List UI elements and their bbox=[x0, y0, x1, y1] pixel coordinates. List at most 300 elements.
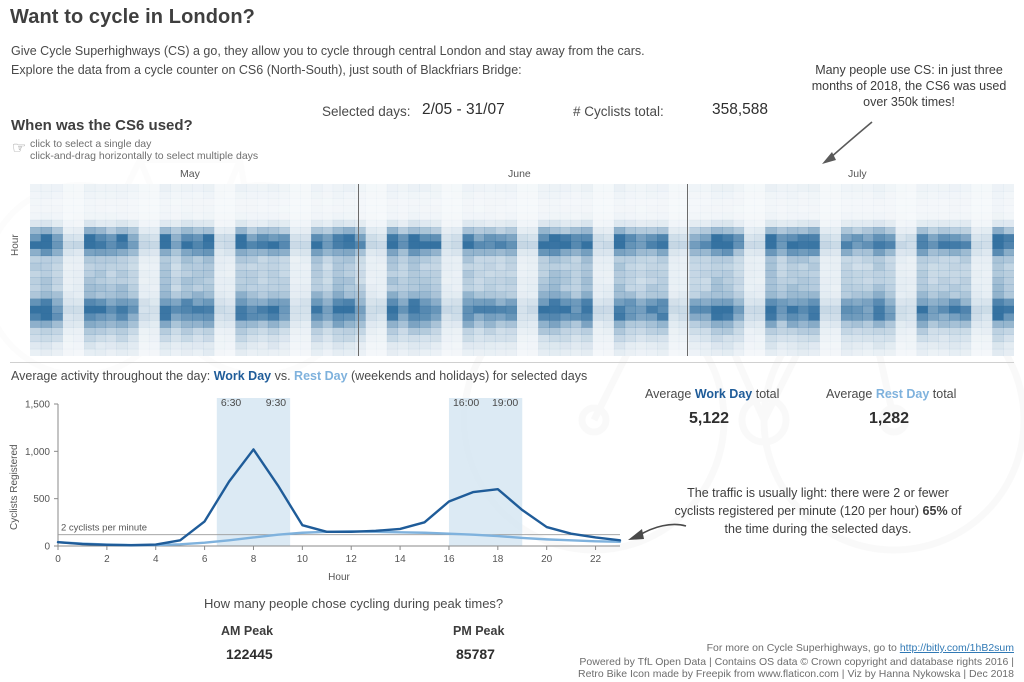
heatmap-cell[interactable] bbox=[495, 191, 506, 199]
heatmap-cell[interactable] bbox=[873, 284, 884, 292]
heatmap-cell[interactable] bbox=[300, 184, 311, 192]
heatmap-cell[interactable] bbox=[971, 206, 982, 214]
heatmap-cell[interactable] bbox=[960, 313, 971, 321]
heatmap-cell[interactable] bbox=[960, 234, 971, 242]
heatmap-cell[interactable] bbox=[171, 270, 182, 278]
heatmap-cell[interactable] bbox=[592, 349, 603, 356]
heatmap-cell[interactable] bbox=[549, 249, 560, 257]
heatmap-cell[interactable] bbox=[484, 241, 495, 249]
heatmap-cell[interactable] bbox=[754, 270, 765, 278]
heatmap-cell[interactable] bbox=[895, 227, 906, 235]
heatmap-cell[interactable] bbox=[430, 256, 441, 264]
heatmap-cell[interactable] bbox=[560, 327, 571, 335]
heatmap-cell[interactable] bbox=[376, 241, 387, 249]
heatmap-cell[interactable] bbox=[1003, 220, 1014, 228]
heatmap-cell[interactable] bbox=[300, 227, 311, 235]
heatmap-cell[interactable] bbox=[636, 241, 647, 249]
heatmap-cell[interactable] bbox=[646, 256, 657, 264]
heatmap-cell[interactable] bbox=[841, 349, 852, 356]
heatmap-cell[interactable] bbox=[614, 327, 625, 335]
heatmap-cell[interactable] bbox=[560, 241, 571, 249]
heatmap-cell[interactable] bbox=[830, 198, 841, 206]
heatmap-cell[interactable] bbox=[203, 313, 214, 321]
heatmap-cell[interactable] bbox=[430, 335, 441, 343]
heatmap-cell[interactable] bbox=[982, 327, 993, 335]
heatmap-cell[interactable] bbox=[398, 234, 409, 242]
heatmap-cell[interactable] bbox=[776, 313, 787, 321]
heatmap-cell[interactable] bbox=[246, 270, 257, 278]
heatmap-cell[interactable] bbox=[560, 198, 571, 206]
heatmap-cell[interactable] bbox=[517, 327, 528, 335]
heatmap-cell[interactable] bbox=[506, 191, 517, 199]
heatmap-cell[interactable] bbox=[160, 263, 171, 271]
heatmap-cell[interactable] bbox=[452, 320, 463, 328]
heatmap-cell[interactable] bbox=[73, 184, 84, 192]
heatmap-cell[interactable] bbox=[41, 184, 52, 192]
heatmap-cell[interactable] bbox=[852, 213, 863, 221]
heatmap-cell[interactable] bbox=[214, 349, 225, 356]
heatmap-cell[interactable] bbox=[884, 349, 895, 356]
heatmap-cell[interactable] bbox=[30, 292, 41, 300]
heatmap-cell[interactable] bbox=[733, 270, 744, 278]
heatmap-cell[interactable] bbox=[171, 184, 182, 192]
heatmap-cell[interactable] bbox=[560, 299, 571, 307]
heatmap-cell[interactable] bbox=[927, 263, 938, 271]
heatmap-cell[interactable] bbox=[592, 335, 603, 343]
heatmap-cell[interactable] bbox=[819, 292, 830, 300]
heatmap-cell[interactable] bbox=[354, 241, 365, 249]
heatmap-cell[interactable] bbox=[592, 198, 603, 206]
heatmap-cell[interactable] bbox=[484, 292, 495, 300]
heatmap-cell[interactable] bbox=[527, 349, 538, 356]
heatmap-cell[interactable] bbox=[333, 227, 344, 235]
heatmap-cell[interactable] bbox=[657, 313, 668, 321]
heatmap-cell[interactable] bbox=[117, 277, 128, 285]
heatmap-cell[interactable] bbox=[160, 313, 171, 321]
heatmap-cell[interactable] bbox=[657, 320, 668, 328]
heatmap-cell[interactable] bbox=[181, 220, 192, 228]
heatmap-cell[interactable] bbox=[700, 342, 711, 350]
heatmap-cell[interactable] bbox=[246, 191, 257, 199]
heatmap-cell[interactable] bbox=[830, 234, 841, 242]
heatmap-cell[interactable] bbox=[365, 263, 376, 271]
heatmap-cell[interactable] bbox=[430, 191, 441, 199]
heatmap-cell[interactable] bbox=[809, 220, 820, 228]
heatmap-cell[interactable] bbox=[235, 277, 246, 285]
heatmap-cell[interactable] bbox=[41, 198, 52, 206]
heatmap-cell[interactable] bbox=[41, 241, 52, 249]
heatmap-cell[interactable] bbox=[41, 277, 52, 285]
heatmap-cell[interactable] bbox=[30, 342, 41, 350]
heatmap-cell[interactable] bbox=[690, 213, 701, 221]
heatmap-cell[interactable] bbox=[603, 349, 614, 356]
heatmap-cell[interactable] bbox=[117, 191, 128, 199]
heatmap-cell[interactable] bbox=[614, 277, 625, 285]
heatmap-cell[interactable] bbox=[787, 335, 798, 343]
heatmap-cell[interactable] bbox=[841, 277, 852, 285]
heatmap-cell[interactable] bbox=[949, 306, 960, 314]
heatmap-cell[interactable] bbox=[668, 277, 679, 285]
heatmap-cell[interactable] bbox=[938, 335, 949, 343]
heatmap-cell[interactable] bbox=[787, 249, 798, 257]
heatmap-cell[interactable] bbox=[863, 277, 874, 285]
heatmap-cell[interactable] bbox=[127, 191, 138, 199]
heatmap-cell[interactable] bbox=[376, 220, 387, 228]
heatmap-cell[interactable] bbox=[744, 234, 755, 242]
heatmap-cell[interactable] bbox=[668, 198, 679, 206]
heatmap-cell[interactable] bbox=[333, 313, 344, 321]
heatmap-cell[interactable] bbox=[906, 198, 917, 206]
heatmap-cell[interactable] bbox=[549, 335, 560, 343]
heatmap-cell[interactable] bbox=[560, 277, 571, 285]
heatmap-cell[interactable] bbox=[246, 277, 257, 285]
heatmap-cell[interactable] bbox=[365, 284, 376, 292]
heatmap-cell[interactable] bbox=[160, 227, 171, 235]
heatmap-cell[interactable] bbox=[841, 184, 852, 192]
heatmap-cell[interactable] bbox=[841, 249, 852, 257]
heatmap-cell[interactable] bbox=[733, 277, 744, 285]
heatmap-cell[interactable] bbox=[992, 220, 1003, 228]
heatmap-cell[interactable] bbox=[787, 284, 798, 292]
heatmap-cell[interactable] bbox=[592, 213, 603, 221]
heatmap-cell[interactable] bbox=[181, 277, 192, 285]
heatmap-cell[interactable] bbox=[30, 263, 41, 271]
heatmap-cell[interactable] bbox=[311, 249, 322, 257]
heatmap-cell[interactable] bbox=[214, 327, 225, 335]
heatmap-cell[interactable] bbox=[506, 327, 517, 335]
heatmap-cell[interactable] bbox=[311, 213, 322, 221]
heatmap-cell[interactable] bbox=[971, 284, 982, 292]
heatmap-cell[interactable] bbox=[722, 277, 733, 285]
heatmap-cell[interactable] bbox=[257, 213, 268, 221]
heatmap-cell[interactable] bbox=[171, 220, 182, 228]
heatmap-cell[interactable] bbox=[452, 213, 463, 221]
heatmap-cell[interactable] bbox=[257, 327, 268, 335]
heatmap-cell[interactable] bbox=[754, 320, 765, 328]
heatmap-cell[interactable] bbox=[398, 206, 409, 214]
heatmap-cell[interactable] bbox=[257, 198, 268, 206]
heatmap-cell[interactable] bbox=[149, 198, 160, 206]
heatmap-cell[interactable] bbox=[830, 263, 841, 271]
heatmap-cell[interactable] bbox=[430, 270, 441, 278]
heatmap-cell[interactable] bbox=[235, 335, 246, 343]
heatmap-cell[interactable] bbox=[884, 184, 895, 192]
heatmap-cell[interactable] bbox=[149, 241, 160, 249]
heatmap-cell[interactable] bbox=[603, 320, 614, 328]
heatmap-cell[interactable] bbox=[344, 335, 355, 343]
heatmap-cell[interactable] bbox=[581, 270, 592, 278]
heatmap-cell[interactable] bbox=[344, 349, 355, 356]
heatmap-cell[interactable] bbox=[938, 249, 949, 257]
heatmap-cell[interactable] bbox=[1003, 206, 1014, 214]
heatmap-cell[interactable] bbox=[387, 220, 398, 228]
heatmap-cell[interactable] bbox=[41, 292, 52, 300]
heatmap-cell[interactable] bbox=[884, 206, 895, 214]
heatmap-cell[interactable] bbox=[863, 198, 874, 206]
heatmap-cell[interactable] bbox=[257, 342, 268, 350]
heatmap-cell[interactable] bbox=[52, 227, 63, 235]
heatmap-cell[interactable] bbox=[235, 234, 246, 242]
heatmap-cell[interactable] bbox=[538, 292, 549, 300]
heatmap-cell[interactable] bbox=[322, 184, 333, 192]
heatmap-cell[interactable] bbox=[268, 342, 279, 350]
heatmap-cell[interactable] bbox=[527, 270, 538, 278]
heatmap-cell[interactable] bbox=[863, 206, 874, 214]
heatmap-cell[interactable] bbox=[614, 249, 625, 257]
heatmap-cell[interactable] bbox=[214, 227, 225, 235]
heatmap-cell[interactable] bbox=[419, 299, 430, 307]
heatmap-cell[interactable] bbox=[311, 284, 322, 292]
heatmap-cell[interactable] bbox=[614, 299, 625, 307]
heatmap-cell[interactable] bbox=[690, 256, 701, 264]
heatmap-cell[interactable] bbox=[873, 335, 884, 343]
heatmap-cell[interactable] bbox=[873, 256, 884, 264]
heatmap-cell[interactable] bbox=[52, 213, 63, 221]
heatmap-cell[interactable] bbox=[311, 206, 322, 214]
heatmap-cell[interactable] bbox=[376, 249, 387, 257]
heatmap-cell[interactable] bbox=[592, 234, 603, 242]
heatmap-cell[interactable] bbox=[344, 299, 355, 307]
heatmap-cell[interactable] bbox=[971, 198, 982, 206]
heatmap-cell[interactable] bbox=[830, 256, 841, 264]
heatmap-cell[interactable] bbox=[290, 227, 301, 235]
heatmap-cell[interactable] bbox=[52, 249, 63, 257]
heatmap-cell[interactable] bbox=[62, 349, 73, 356]
heatmap-cell[interactable] bbox=[300, 306, 311, 314]
heatmap-cell[interactable] bbox=[992, 313, 1003, 321]
heatmap-cell[interactable] bbox=[117, 284, 128, 292]
heatmap-cell[interactable] bbox=[117, 220, 128, 228]
heatmap-cell[interactable] bbox=[333, 184, 344, 192]
heatmap-cell[interactable] bbox=[452, 327, 463, 335]
heatmap-cell[interactable] bbox=[225, 263, 236, 271]
heatmap-cell[interactable] bbox=[906, 263, 917, 271]
heatmap-cell[interactable] bbox=[441, 256, 452, 264]
heatmap-cell[interactable] bbox=[290, 284, 301, 292]
heatmap-cell[interactable] bbox=[873, 277, 884, 285]
heatmap-cell[interactable] bbox=[571, 198, 582, 206]
heatmap-cell[interactable] bbox=[225, 335, 236, 343]
heatmap-cell[interactable] bbox=[160, 342, 171, 350]
heatmap-cell[interactable] bbox=[30, 184, 41, 192]
heatmap-cell[interactable] bbox=[906, 213, 917, 221]
heatmap-cell[interactable] bbox=[344, 320, 355, 328]
heatmap-cell[interactable] bbox=[95, 256, 106, 264]
heatmap-cell[interactable] bbox=[62, 313, 73, 321]
heatmap-cell[interactable] bbox=[41, 327, 52, 335]
heatmap-cell[interactable] bbox=[52, 306, 63, 314]
heatmap-cell[interactable] bbox=[84, 327, 95, 335]
heatmap-cell[interactable] bbox=[322, 206, 333, 214]
heatmap-cell[interactable] bbox=[776, 349, 787, 356]
heatmap-cell[interactable] bbox=[949, 220, 960, 228]
heatmap-cell[interactable] bbox=[700, 327, 711, 335]
heatmap-cell[interactable] bbox=[884, 306, 895, 314]
heatmap-cell[interactable] bbox=[354, 227, 365, 235]
heatmap-cell[interactable] bbox=[636, 299, 647, 307]
heatmap-cell[interactable] bbox=[744, 198, 755, 206]
heatmap-cell[interactable] bbox=[225, 191, 236, 199]
heatmap-cell[interactable] bbox=[625, 213, 636, 221]
heatmap-cell[interactable] bbox=[722, 213, 733, 221]
heatmap-cell[interactable] bbox=[268, 234, 279, 242]
heatmap-cell[interactable] bbox=[495, 292, 506, 300]
heatmap-cell[interactable] bbox=[138, 191, 149, 199]
heatmap-cell[interactable] bbox=[41, 349, 52, 356]
heatmap-cell[interactable] bbox=[949, 241, 960, 249]
heatmap-cell[interactable] bbox=[636, 249, 647, 257]
heatmap-cell[interactable] bbox=[949, 349, 960, 356]
heatmap-cell[interactable] bbox=[711, 263, 722, 271]
heatmap-cell[interactable] bbox=[246, 335, 257, 343]
heatmap-cell[interactable] bbox=[863, 256, 874, 264]
heatmap-cell[interactable] bbox=[333, 292, 344, 300]
heatmap-cell[interactable] bbox=[495, 327, 506, 335]
heatmap-cell[interactable] bbox=[214, 213, 225, 221]
heatmap-cell[interactable] bbox=[841, 256, 852, 264]
heatmap-cell[interactable] bbox=[300, 191, 311, 199]
heatmap-cell[interactable] bbox=[235, 270, 246, 278]
heatmap-cell[interactable] bbox=[290, 198, 301, 206]
heatmap-cell[interactable] bbox=[171, 299, 182, 307]
heatmap-cell[interactable] bbox=[614, 241, 625, 249]
heatmap-cell[interactable] bbox=[830, 306, 841, 314]
heatmap-cell[interactable] bbox=[646, 306, 657, 314]
heatmap-cell[interactable] bbox=[171, 234, 182, 242]
heatmap-cell[interactable] bbox=[279, 249, 290, 257]
heatmap-cell[interactable] bbox=[657, 227, 668, 235]
heatmap-cell[interactable] bbox=[614, 306, 625, 314]
heatmap-cell[interactable] bbox=[798, 292, 809, 300]
heatmap-cell[interactable] bbox=[279, 313, 290, 321]
heatmap-cell[interactable] bbox=[117, 198, 128, 206]
heatmap-cell[interactable] bbox=[798, 284, 809, 292]
heatmap-cell[interactable] bbox=[95, 198, 106, 206]
heatmap-cell[interactable] bbox=[203, 306, 214, 314]
heatmap-cell[interactable] bbox=[733, 342, 744, 350]
heatmap-cell[interactable] bbox=[668, 327, 679, 335]
heatmap-cell[interactable] bbox=[592, 270, 603, 278]
heatmap-cell[interactable] bbox=[495, 184, 506, 192]
heatmap-cell[interactable] bbox=[171, 292, 182, 300]
heatmap-cell[interactable] bbox=[517, 263, 528, 271]
heatmap-cell[interactable] bbox=[419, 249, 430, 257]
heatmap-cell[interactable] bbox=[679, 234, 690, 242]
heatmap-cell[interactable] bbox=[1003, 227, 1014, 235]
heatmap-cell[interactable] bbox=[571, 249, 582, 257]
heatmap-cell[interactable] bbox=[960, 184, 971, 192]
heatmap-cell[interactable] bbox=[971, 313, 982, 321]
heatmap-cell[interactable] bbox=[938, 234, 949, 242]
heatmap-cell[interactable] bbox=[322, 349, 333, 356]
heatmap-cell[interactable] bbox=[257, 299, 268, 307]
heatmap-cell[interactable] bbox=[938, 227, 949, 235]
heatmap-cell[interactable] bbox=[279, 270, 290, 278]
heatmap-cell[interactable] bbox=[884, 299, 895, 307]
heatmap-cell[interactable] bbox=[895, 198, 906, 206]
heatmap-cell[interactable] bbox=[160, 299, 171, 307]
heatmap-cell[interactable] bbox=[181, 256, 192, 264]
heatmap-cell[interactable] bbox=[84, 263, 95, 271]
heatmap-cell[interactable] bbox=[127, 349, 138, 356]
heatmap-cell[interactable] bbox=[376, 213, 387, 221]
heatmap-cell[interactable] bbox=[62, 256, 73, 264]
heatmap-cell[interactable] bbox=[819, 306, 830, 314]
heatmap-cell[interactable] bbox=[473, 198, 484, 206]
heatmap-cell[interactable] bbox=[819, 256, 830, 264]
heatmap-cell[interactable] bbox=[441, 277, 452, 285]
heatmap-cell[interactable] bbox=[754, 292, 765, 300]
heatmap-cell[interactable] bbox=[387, 306, 398, 314]
heatmap-cell[interactable] bbox=[235, 220, 246, 228]
heatmap-cell[interactable] bbox=[982, 198, 993, 206]
heatmap-cell[interactable] bbox=[538, 191, 549, 199]
heatmap-cell[interactable] bbox=[138, 206, 149, 214]
heatmap-cell[interactable] bbox=[636, 270, 647, 278]
heatmap-cell[interactable] bbox=[538, 327, 549, 335]
heatmap-cell[interactable] bbox=[441, 263, 452, 271]
heatmap-cell[interactable] bbox=[387, 227, 398, 235]
heatmap-cell[interactable] bbox=[982, 292, 993, 300]
heatmap-cell[interactable] bbox=[971, 241, 982, 249]
heatmap-cell[interactable] bbox=[863, 349, 874, 356]
heatmap-cell[interactable] bbox=[73, 213, 84, 221]
heatmap-cell[interactable] bbox=[927, 184, 938, 192]
heatmap-cell[interactable] bbox=[160, 184, 171, 192]
heatmap-cell[interactable] bbox=[819, 313, 830, 321]
heatmap-cell[interactable] bbox=[473, 342, 484, 350]
heatmap-cell[interactable] bbox=[830, 213, 841, 221]
heatmap-cell[interactable] bbox=[722, 306, 733, 314]
heatmap-cell[interactable] bbox=[149, 263, 160, 271]
heatmap-cell[interactable] bbox=[765, 227, 776, 235]
heatmap-cell[interactable] bbox=[398, 227, 409, 235]
heatmap-cell[interactable] bbox=[235, 349, 246, 356]
heatmap-cell[interactable] bbox=[84, 241, 95, 249]
heatmap-cell[interactable] bbox=[398, 306, 409, 314]
heatmap-cell[interactable] bbox=[700, 206, 711, 214]
heatmap-cell[interactable] bbox=[538, 198, 549, 206]
heatmap-cell[interactable] bbox=[473, 299, 484, 307]
heatmap-cell[interactable] bbox=[646, 284, 657, 292]
heatmap-cell[interactable] bbox=[549, 220, 560, 228]
heatmap-cell[interactable] bbox=[560, 220, 571, 228]
heatmap-cell[interactable] bbox=[484, 227, 495, 235]
heatmap-cell[interactable] bbox=[603, 191, 614, 199]
heatmap-cell[interactable] bbox=[679, 263, 690, 271]
heatmap-cell[interactable] bbox=[517, 241, 528, 249]
heatmap-cell[interactable] bbox=[181, 227, 192, 235]
heatmap-cell[interactable] bbox=[192, 227, 203, 235]
heatmap-cell[interactable] bbox=[73, 220, 84, 228]
heatmap-cell[interactable] bbox=[235, 198, 246, 206]
heatmap-cell[interactable] bbox=[419, 277, 430, 285]
heatmap-cell[interactable] bbox=[603, 327, 614, 335]
heatmap-cell[interactable] bbox=[62, 306, 73, 314]
heatmap-cell[interactable] bbox=[733, 306, 744, 314]
heatmap-cell[interactable] bbox=[235, 292, 246, 300]
heatmap-cell[interactable] bbox=[581, 335, 592, 343]
heatmap-cell[interactable] bbox=[484, 198, 495, 206]
heatmap-cell[interactable] bbox=[106, 270, 117, 278]
heatmap-cell[interactable] bbox=[765, 256, 776, 264]
heatmap-cell[interactable] bbox=[452, 241, 463, 249]
heatmap-cell[interactable] bbox=[171, 241, 182, 249]
heatmap-cell[interactable] bbox=[95, 191, 106, 199]
heatmap-cell[interactable] bbox=[754, 342, 765, 350]
heatmap-cell[interactable] bbox=[668, 191, 679, 199]
heatmap-cell[interactable] bbox=[95, 327, 106, 335]
